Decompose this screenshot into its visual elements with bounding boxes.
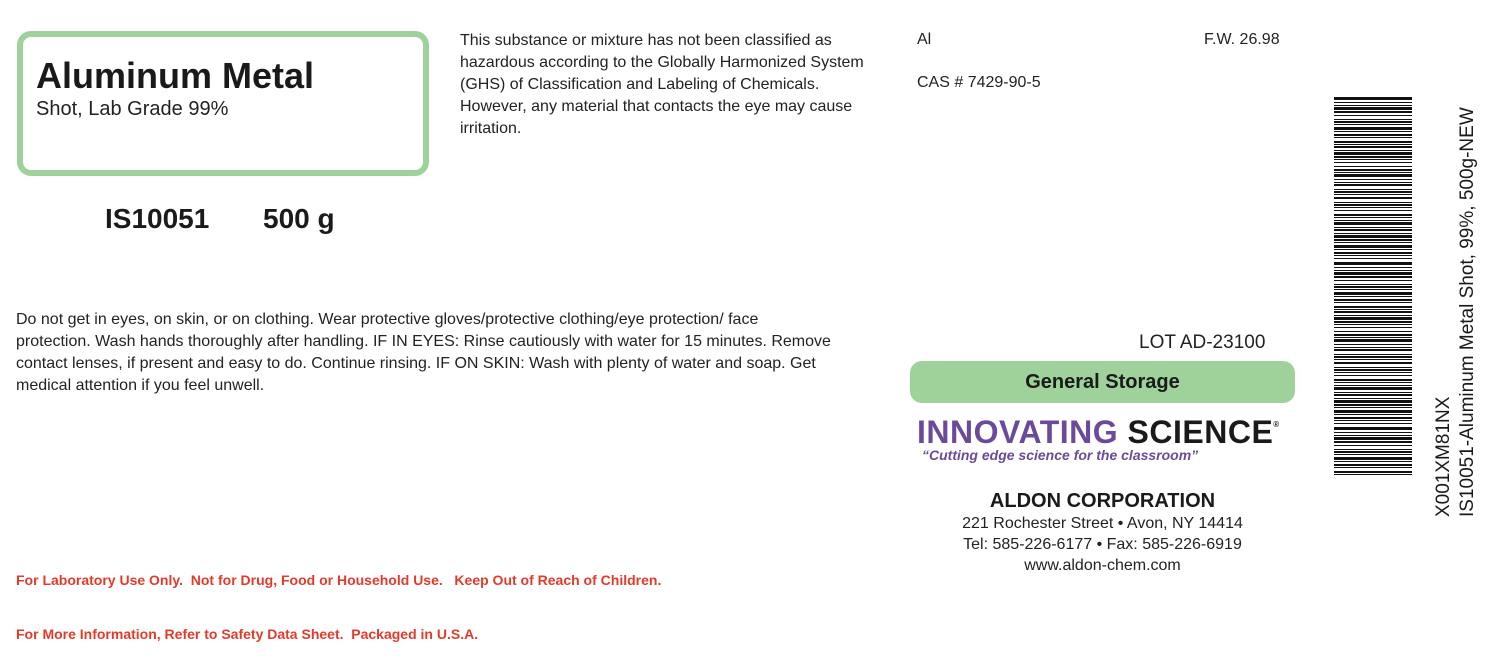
precautionary-statement: Do not get in eyes, on skin, or on clothing. Wear protective gloves/protective clothing/eye protection/ face protection. Wash hands thoroughly after handling. IF IN EYES: Rinse cautiously with water for 15 minutes. Remove contact lenses, if present and easy to do. Continue rinsing. IF ON SKIN: Wash with plenty of water and soap. Get medical attention if you feel unwell.	[16, 311, 831, 394]
barcode-bar	[1334, 441, 1412, 443]
barcode-bar	[1334, 400, 1412, 403]
barcode-bar	[1334, 311, 1412, 313]
barcode-bar	[1334, 131, 1412, 132]
barcode-bar	[1334, 162, 1412, 163]
barcode-bar	[1334, 229, 1412, 231]
chemical-formula: Al	[917, 31, 932, 48]
barcode-bar	[1334, 245, 1412, 248]
barcode-bar	[1334, 242, 1412, 243]
cas-number: CAS # 7429-90-5	[917, 74, 1041, 91]
barcode-bar	[1334, 454, 1412, 455]
disclaimer	[16, 535, 661, 661]
barcode-bar	[1334, 105, 1412, 106]
barcode-bar	[1334, 169, 1412, 171]
barcode-description: IS10051-Aluminum Metal Shot, 99%, 500g-NEW	[1457, 107, 1478, 517]
barcode-bar	[1334, 398, 1412, 399]
barcode-bar	[1334, 182, 1412, 183]
barcode-bar	[1334, 159, 1412, 160]
brand-tagline: “Cutting edge science for the classroom”	[922, 447, 1199, 463]
barcode-bar	[1334, 464, 1412, 466]
barcode-bar	[1334, 385, 1412, 386]
product-size: 500 g	[263, 203, 335, 234]
barcode-bar	[1334, 166, 1412, 167]
barcode-bar	[1334, 121, 1412, 123]
barcode-bar	[1334, 432, 1412, 433]
barcode-bar	[1334, 239, 1412, 241]
barcode-bar	[1334, 150, 1412, 151]
barcode-bar	[1334, 427, 1412, 430]
brand-word-science: SCIENCE	[1127, 414, 1274, 450]
barcode-bar	[1334, 292, 1412, 295]
barcode-bar	[1334, 289, 1412, 290]
barcode-bar	[1334, 356, 1412, 358]
disclaimer-line-1: For Laboratory Use Only. Not for Drug, Food or Household Use. Keep Out of Reach of Children.	[16, 572, 662, 588]
barcode-bar	[1334, 331, 1412, 332]
barcode-bar	[1334, 369, 1412, 371]
barcode-bar	[1334, 423, 1412, 424]
barcode-bar	[1334, 449, 1412, 450]
barcode-bar	[1334, 437, 1412, 440]
registered-mark: ®	[1273, 420, 1280, 429]
brand-logo	[917, 414, 1280, 451]
barcode-bar	[1334, 324, 1412, 325]
barcode-bar	[1334, 382, 1412, 383]
formula-weight: F.W. 26.98	[1204, 31, 1280, 48]
disclaimer-line-2: For More Information, Refer to Safety Data Sheet. Packaged in U.S.A.	[16, 626, 479, 642]
barcode-bar	[1334, 267, 1412, 268]
barcode-bar	[1334, 152, 1412, 155]
barcode-bar	[1334, 107, 1412, 110]
barcode-bar	[1334, 115, 1412, 116]
barcode-bar	[1334, 394, 1412, 396]
barcode-bar	[1334, 194, 1412, 195]
barcode-bar	[1334, 354, 1412, 355]
barcode-bar	[1334, 124, 1412, 125]
company-phone: Tel: 585-226-6177 • Fax: 585-226-6919	[963, 536, 1242, 553]
barcode-bar	[1334, 306, 1412, 308]
catalog-number: IS10051	[105, 203, 210, 234]
barcode-bar	[1334, 339, 1412, 342]
barcode-bar	[1334, 367, 1412, 368]
barcode-bar	[1334, 317, 1412, 320]
barcode-bar	[1334, 111, 1412, 113]
barcode-bar	[1334, 359, 1412, 360]
barcode-bar	[1334, 302, 1412, 303]
barcode-bar	[1334, 337, 1412, 338]
brand-word-innovating: INNOVATING	[917, 414, 1119, 450]
barcode-bar	[1334, 174, 1412, 177]
barcode-bar	[1334, 227, 1412, 228]
barcode-bar	[1334, 362, 1412, 364]
barcode-bar	[1334, 262, 1412, 265]
barcode-bar	[1334, 214, 1412, 216]
barcode-bar	[1334, 474, 1412, 475]
barcode-bar	[1334, 392, 1412, 393]
barcode-bar	[1334, 252, 1412, 254]
hazard-statement: This substance or mixture has not been classified as hazardous according to the Globally Harmonized System (GHS) of Classification and Labeling of Chemicals. However, any material that contacts the eye may cause irritation.	[460, 32, 864, 137]
barcode-bar	[1334, 144, 1412, 145]
company-website: www.aldon-chem.com	[1024, 557, 1181, 574]
barcode-bar	[1334, 258, 1412, 259]
barcode-bar	[1334, 344, 1412, 345]
barcode-bar	[1334, 414, 1412, 415]
barcode-bar	[1334, 467, 1412, 468]
barcode-bar	[1334, 270, 1412, 271]
barcode-bar	[1334, 445, 1412, 446]
barcode-bar	[1334, 207, 1412, 208]
barcode-bar	[1334, 222, 1412, 225]
barcode-bar	[1334, 134, 1412, 136]
barcode-bar	[1334, 435, 1412, 436]
barcode-bar	[1334, 457, 1412, 460]
barcode-bar	[1334, 210, 1412, 211]
product-subtitle: Shot, Lab Grade 99%	[36, 98, 229, 120]
barcode-text	[1432, 107, 1480, 517]
product-name: Aluminum Metal	[36, 55, 315, 96]
barcode-bar	[1334, 315, 1412, 316]
barcode-bar	[1334, 410, 1412, 413]
barcode-bar	[1334, 184, 1412, 186]
barcode-bar	[1334, 204, 1412, 206]
barcode-bar	[1334, 197, 1412, 199]
barcode-bar	[1334, 407, 1412, 408]
barcode-bar	[1334, 119, 1412, 120]
barcode-bar	[1334, 334, 1412, 336]
barcode-bar	[1334, 296, 1412, 297]
barcode-bar	[1334, 372, 1412, 373]
barcode-bar	[1334, 321, 1412, 323]
barcode-bar	[1334, 284, 1412, 285]
barcode-bar	[1334, 309, 1412, 310]
barcode-bar	[1334, 451, 1412, 453]
barcode-bar	[1334, 127, 1412, 130]
barcode-bar	[1334, 375, 1412, 376]
barcode-bar	[1334, 202, 1412, 203]
barcode-bar	[1334, 137, 1412, 138]
storage-badge: General Storage	[910, 361, 1295, 403]
barcode-bar	[1334, 299, 1412, 301]
barcode	[1334, 97, 1412, 475]
barcode-bar	[1334, 387, 1412, 390]
barcode-bar	[1334, 220, 1412, 221]
barcode-bar	[1334, 255, 1412, 256]
barcode-bar	[1334, 146, 1412, 148]
barcode-bar	[1334, 420, 1412, 421]
barcode-bar	[1334, 417, 1412, 419]
barcode-bar	[1334, 461, 1412, 462]
barcode-bar	[1334, 471, 1412, 473]
barcode-bar	[1334, 349, 1412, 351]
company-address: 221 Rochester Street • Avon, NY 14414	[962, 515, 1243, 532]
barcode-bar	[1334, 327, 1412, 328]
barcode-bar	[1334, 189, 1412, 190]
barcode-bar	[1334, 249, 1412, 250]
barcode-bar	[1334, 97, 1412, 100]
barcode-bar	[1334, 102, 1412, 103]
lot-number: LOT AD-23100	[1139, 332, 1266, 353]
barcode-bar	[1334, 286, 1412, 288]
company-name: ALDON CORPORATION	[989, 490, 1216, 512]
barcode-bar	[1334, 233, 1412, 234]
barcode-bar	[1334, 276, 1412, 278]
barcode-bar	[1334, 217, 1412, 218]
barcode-bar	[1334, 141, 1412, 143]
barcode-bar	[1334, 379, 1412, 381]
company-contact	[880, 513, 1325, 576]
barcode-bar	[1334, 347, 1412, 348]
barcode-bar	[1334, 179, 1412, 180]
barcode-bar	[1334, 404, 1412, 406]
barcode-bar	[1334, 235, 1412, 238]
barcode-code: X001XM81NX	[1433, 396, 1454, 517]
barcode-bar	[1334, 280, 1412, 281]
barcode-bar	[1334, 156, 1412, 158]
barcode-bar	[1334, 272, 1412, 275]
barcode-bar	[1334, 172, 1412, 173]
barcode-bar	[1334, 191, 1412, 193]
